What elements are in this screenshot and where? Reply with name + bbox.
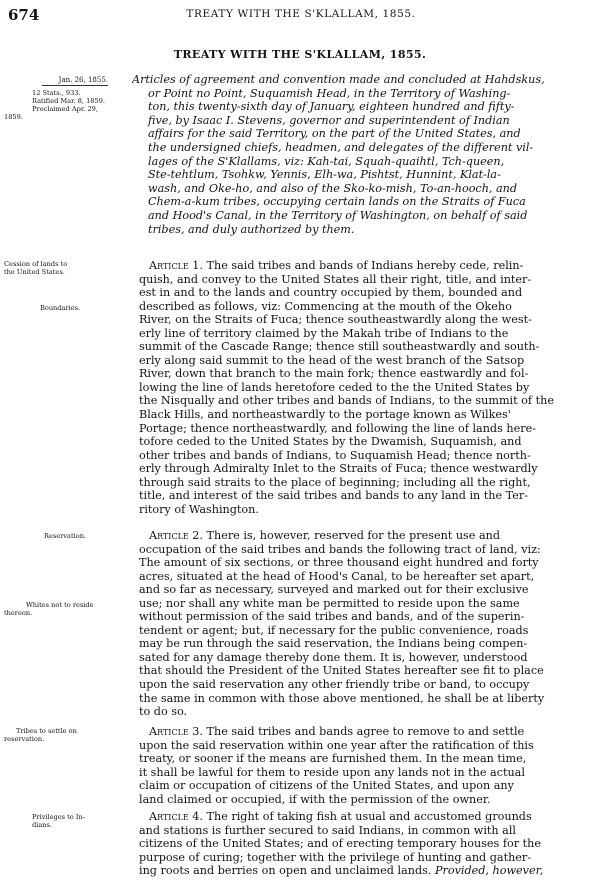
article-4 <box>139 810 594 878</box>
sidenote-cession <box>4 260 108 276</box>
article-2-line: upon the said reservation any other friendly tribe or band, to occupy <box>139 678 530 692</box>
preamble <box>132 73 594 236</box>
article-2-line: use; nor shall any white man be permitted to reside upon the same <box>139 596 520 610</box>
article-2-line: occupation of the said tribes and bands the following tract of land, viz: <box>139 542 541 556</box>
article-1-line: erly along said summit to the head of the west branch of the Satsop <box>139 353 525 367</box>
article-4-line: citizens of the United States; and of erecting temporary houses for the <box>139 837 541 851</box>
sidenote-privileges <box>4 813 108 829</box>
sidenote-stats-line: 1859. <box>4 113 23 121</box>
article-2-line: without permission of the said tribes and bands, and of the superin- <box>139 610 525 624</box>
article-3-line: treaty, or sooner if the means are furnished them. In the mean time, <box>139 752 527 766</box>
article-2-line: There is, however, reserved for the present use and <box>202 529 500 542</box>
preamble-line: lages of the S'Klallams, viz: Kah-tai, Squah-quaihtl, Tch-queen, <box>148 154 505 168</box>
article-1-line: Portage; thence northeastwardly, and following the line of lands here- <box>139 421 536 435</box>
article-1-line: tofore ceded to the United States by the Dwamish, Suquamish, and <box>139 435 522 449</box>
article-1-heading: Article 1. <box>149 259 203 272</box>
running-header <box>8 6 594 24</box>
article-1-line: River, on the Straits of Fuca; thence southeastwardly along the west- <box>139 313 532 327</box>
article-1-line: erly through Admiralty Inlet to the Straits of Fuca; thence westwardly <box>139 462 538 476</box>
article-2-line: and so far as necessary, surveyed and marked out for their exclusive <box>139 583 529 597</box>
sidenote-privileges-line: dians. <box>32 821 52 829</box>
article-1-line: erly line of territory claimed by the Makah tribe of Indians to the <box>139 326 509 340</box>
article-2-first-line <box>139 529 594 543</box>
sidenote-date <box>4 76 108 88</box>
article-2-line: acres, situated at the head of Hood's Canal, to be hereafter set apart, <box>139 569 535 583</box>
article-1-line: lowing the line of lands heretofore ceded to the the United States by <box>139 380 530 394</box>
article-1-line: summit of the Cascade Range; thence still southeastwardly and south- <box>139 340 540 354</box>
running-title: TREATY WITH THE S'KLALLAM, 1855. <box>186 8 416 20</box>
sidenote-whites <box>4 601 108 617</box>
article-2-heading: Article 2. <box>149 529 203 542</box>
article-1-line: est in and to the lands and country occupied by them, bounded and <box>139 286 523 300</box>
sidenote-cession-line: the United States. <box>4 268 65 276</box>
sidenote-date-text: Jan. 26, 1855. <box>58 76 108 84</box>
article-2-line: that should the President of the United States hereafter see fit to place <box>139 664 544 678</box>
preamble-line: the undersigned chiefs, headmen, and delegates of the different vil- <box>148 140 534 154</box>
article-1-line: quish, and convey to the United States all their right, title, and inter- <box>139 272 532 286</box>
article-1-line: described as follows, viz: Commencing at the mouth of the Okeho <box>139 299 512 313</box>
article-4-line: purpose of curing; together with the privilege of hunting and gather- <box>139 850 532 864</box>
article-1-line: title, and interest of the said tribes and bands to any land in the Ter- <box>139 489 529 503</box>
article-3-line: land claimed or occupied, if with the permission of the owner. <box>139 792 491 806</box>
preamble-line: or Point no Point, Suquamish Head, in the Territory of Washing- <box>148 86 511 100</box>
preamble-line: affairs for the said Territory, on the part of the United States, and <box>148 127 521 141</box>
article-2-line: to do so. <box>139 705 188 719</box>
article-4-line: The right of taking fish at usual and accustomed grounds <box>202 810 532 823</box>
sidenote-divider <box>42 85 108 86</box>
article-1-line: Black Hills, and northeastwardly to the portage known as Wilkes' <box>139 408 511 422</box>
article-1 <box>139 259 594 516</box>
sidenote-cession-line: Cession of lands to <box>4 260 68 268</box>
sidenote-whites-line: Whites not to reside <box>26 601 94 609</box>
sidenote-stats-line: Ratified Mar. 8, 1859. <box>32 97 105 105</box>
article-4-heading: Article 4. <box>149 810 203 823</box>
treaty-title: TREATY WITH THE S'KLALLAM, 1855. <box>173 48 427 61</box>
sidenote-reservation-text: Reservation. <box>44 532 87 540</box>
article-3-line: upon the said reservation within one year after the ratification of this <box>139 738 534 752</box>
preamble-line: ton, this twenty-sixth day of January, eighteen hundred and fifty- <box>148 100 515 114</box>
article-2-line: the same in common with those above mentioned, he shall be at liberty <box>139 691 545 705</box>
preamble-line: wash, and Oke-ho, and also of the Sko-ko-mish, To-an-hooch, and <box>148 181 518 195</box>
sidenote-whites-line: thereon. <box>4 609 33 617</box>
article-1-line: the Nisqually and other tribes and bands of Indians, to the summit of the <box>139 394 554 408</box>
article-4-last-line <box>139 864 594 878</box>
article-1-line: ritory of Washington. <box>139 502 259 516</box>
sidenote-tribes-settle-line: reservation. <box>4 735 45 743</box>
article-2-line: tendent or agent; but, if necessary for the public convenience, roads <box>139 623 529 637</box>
article-3-heading: Article 3. <box>149 725 203 738</box>
preamble-line: five, by Isaac I. Stevens, governor and superintendent of Indian <box>148 113 510 127</box>
article-2-line: The amount of six sections, or three thousand eight hundred and forty <box>139 556 539 570</box>
article-2 <box>139 529 594 719</box>
article-4-line: and stations is further secured to said Indians, in common with all <box>139 823 517 837</box>
article-1-line: other tribes and bands of Indians, to Suquamish Head; thence north- <box>139 448 531 462</box>
article-2-line: sated for any damage thereby done them. It is, however, understood <box>139 650 528 664</box>
article-4-line: ing roots and berries on open and unclaimed lands. <box>139 864 432 878</box>
sidenote-reservation <box>4 532 108 540</box>
article-4-proviso: Provided, however, <box>431 864 544 878</box>
sidenote-boundaries-text: Boundaries. <box>40 304 81 312</box>
article-1-first-line <box>139 259 594 273</box>
article-3-first-line <box>139 725 594 739</box>
article-1-line: The said tribes and bands of Indians hereby cede, relin- <box>202 259 524 272</box>
page-number: 674 <box>8 6 40 24</box>
sidenote-stats-line: 12 Stats., 933. <box>32 89 81 97</box>
sidenote-tribes-settle <box>4 727 108 743</box>
preamble-line: and Hood's Canal, in the Territory of Washington, on behalf of said <box>148 208 528 222</box>
sidenote-stats <box>4 89 108 121</box>
sidenote-privileges-line: Privileges to In- <box>32 813 85 821</box>
preamble-line: Ste-tehtlum, Tsohkw, Yennis, Elh-wa, Pishtst, Hunnint, Klat-la- <box>148 168 501 182</box>
sidenote-boundaries <box>4 304 108 312</box>
sidenote-tribes-settle-line: Tribes to settle on <box>16 727 77 735</box>
article-1-line: River, down that branch to the main fork; thence eastwardly and fol- <box>139 367 529 381</box>
preamble-line: tribes, and duly authorized by them. <box>148 222 355 236</box>
article-3 <box>139 725 594 806</box>
article-3-line: claim or occupation of citizens of the United States, and upon any <box>139 779 514 793</box>
sidenote-stats-line: Proclaimed Apr. 29, <box>32 105 98 113</box>
preamble-line: Chem-a-kum tribes, occupying certain lands on the Straits of Fuca <box>148 195 526 209</box>
article-3-line: The said tribes and bands agree to remove to and settle <box>202 725 525 738</box>
article-4-first-line <box>139 810 594 824</box>
article-3-line: it shall be lawful for them to reside upon any lands not in the actual <box>139 765 525 779</box>
article-2-line: may be run through the said reservation, the Indians being compen- <box>139 637 528 651</box>
preamble-line: Articles of agreement and convention made and concluded at Hahdskus, <box>132 73 545 86</box>
article-1-line: through said straits to the place of beginning; including all the right, <box>139 475 531 489</box>
